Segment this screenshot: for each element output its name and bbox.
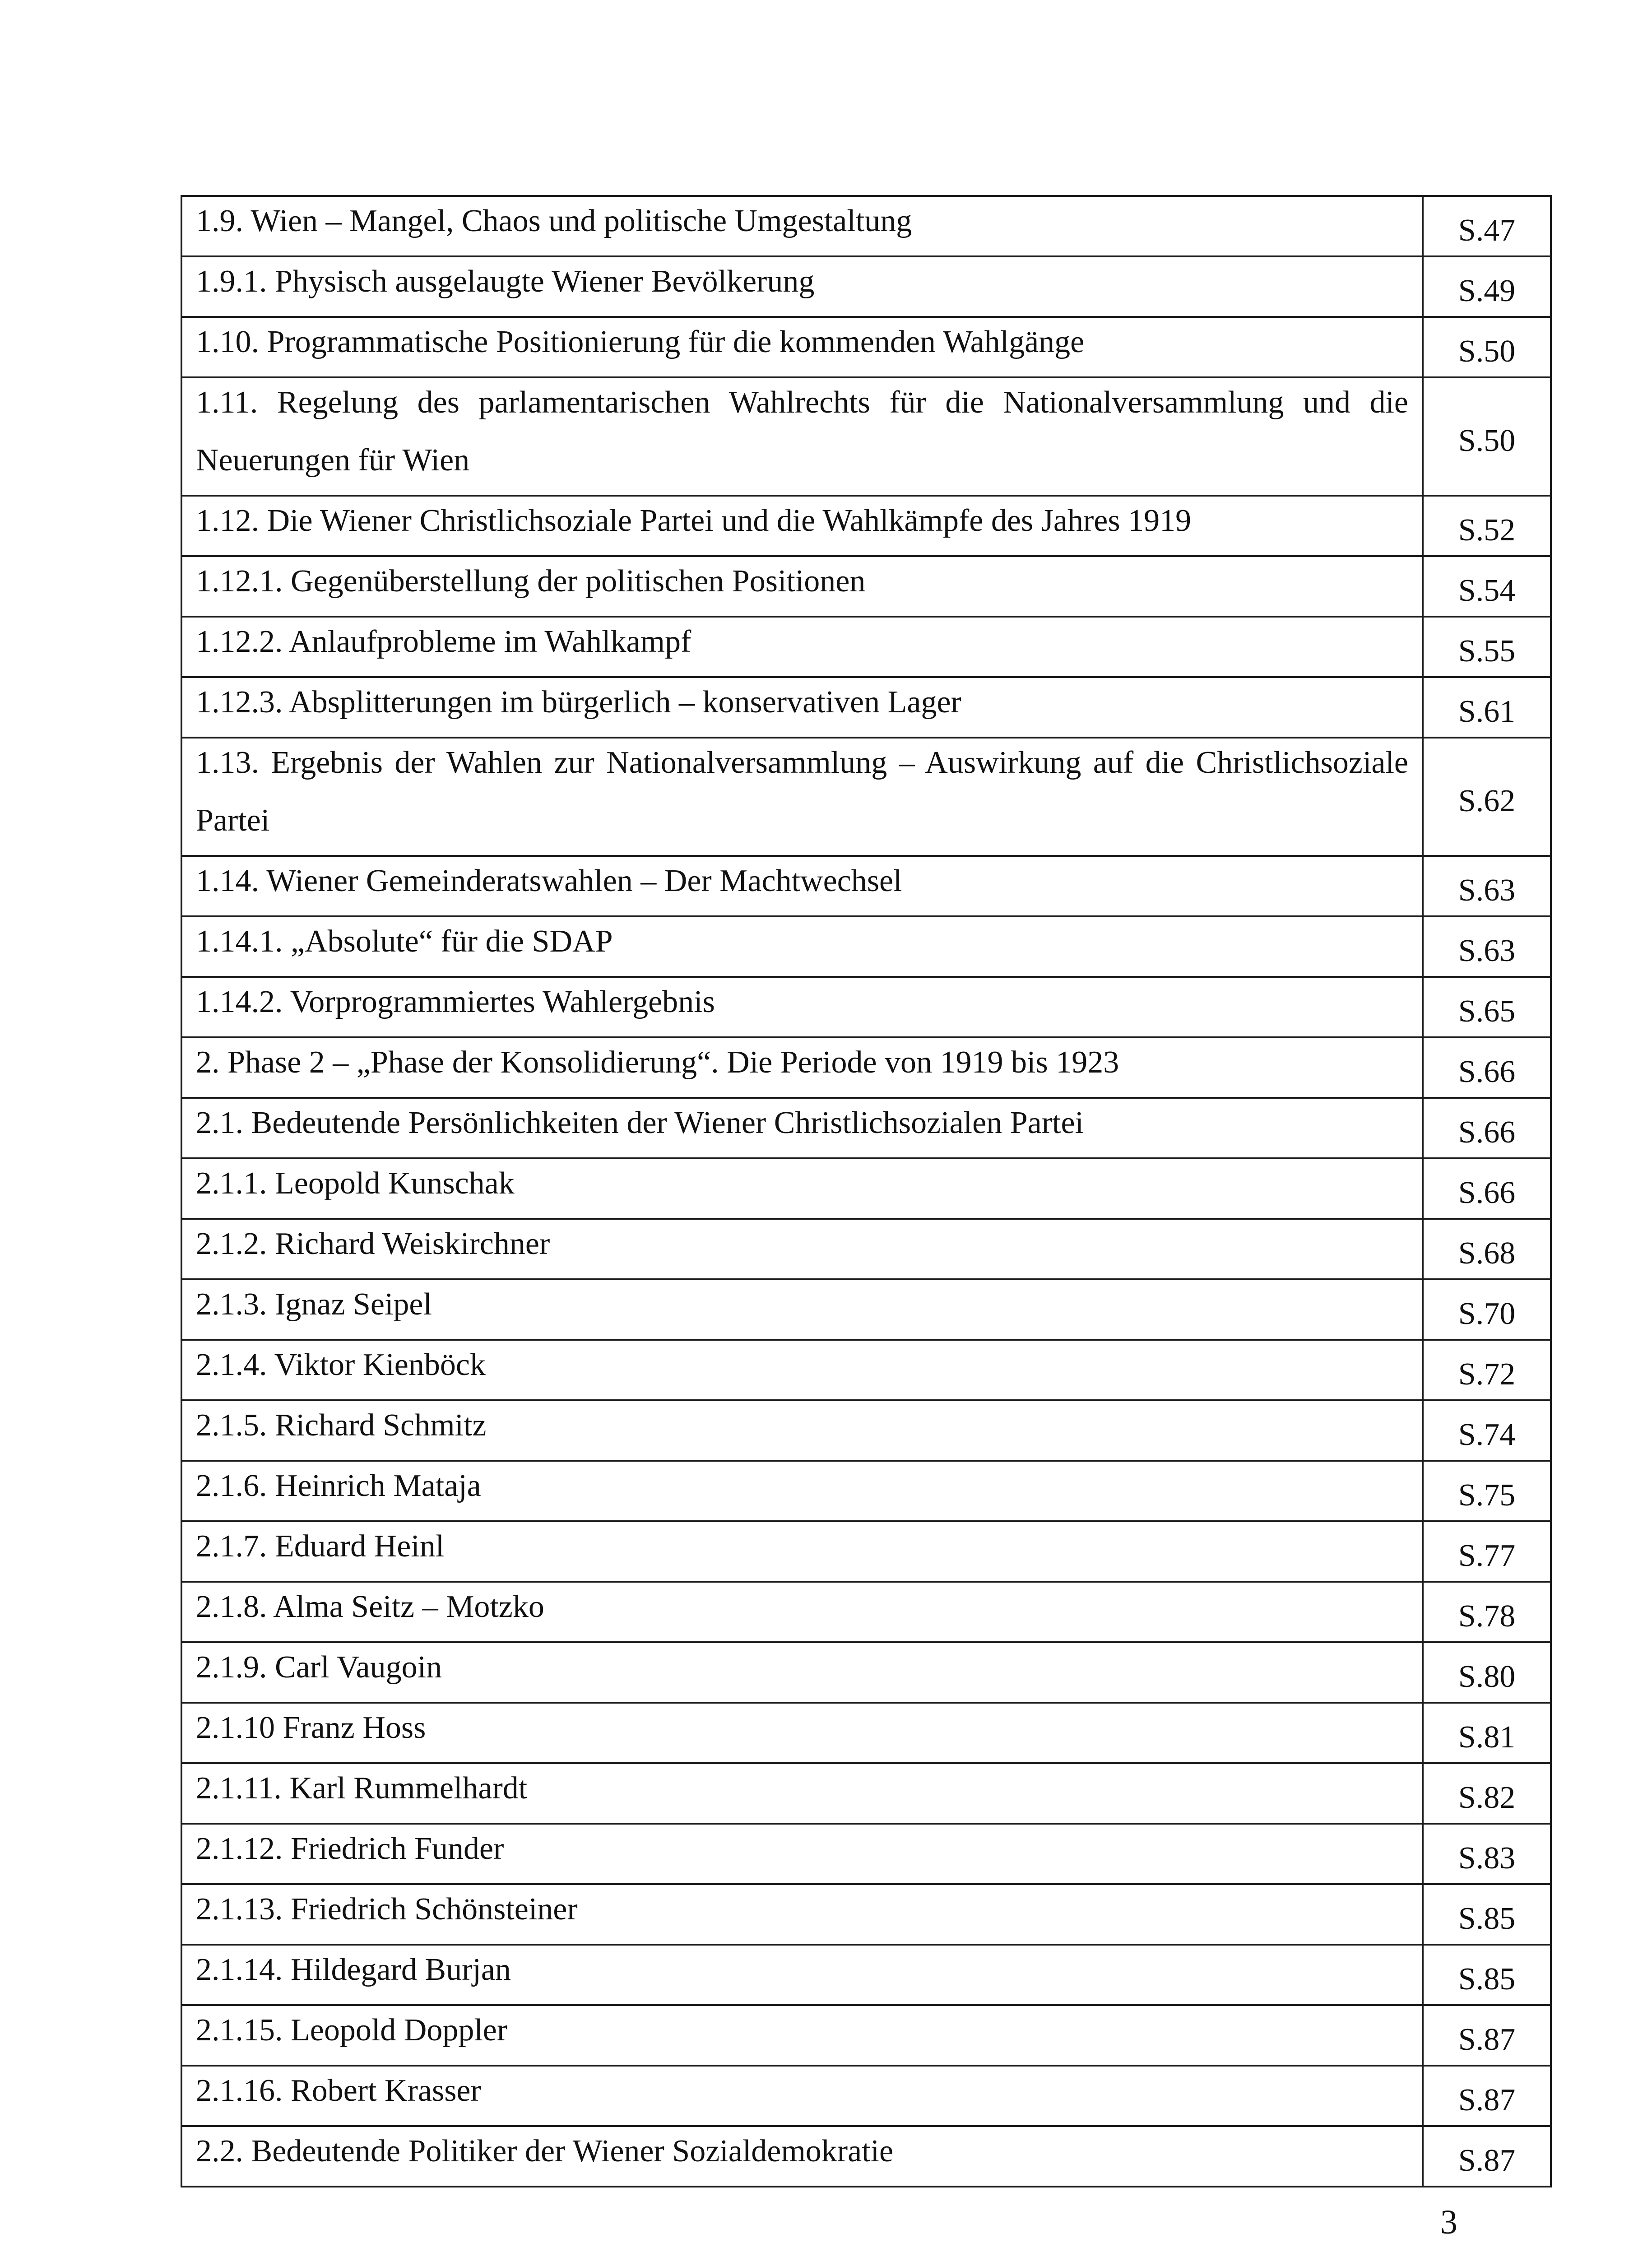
toc-entry-page-cell (1423, 496, 1551, 556)
toc-entry-title: 2.1.3. Ignaz Seipel (196, 1287, 432, 1322)
toc-entry-page-cell (1423, 556, 1551, 617)
toc-entry-page-cell (1423, 196, 1551, 256)
toc-entry-page: S.63 (1458, 933, 1516, 968)
toc-entry-title: 2.1.7. Eduard Heinl (196, 1529, 445, 1564)
toc-entry-page: S.83 (1458, 1841, 1516, 1876)
toc-row (181, 2126, 1551, 2187)
toc-row (181, 256, 1551, 317)
toc-entry-page-cell (1423, 1824, 1551, 1884)
toc-entry-page: S.47 (1458, 213, 1516, 248)
toc-entry-page-cell (1423, 317, 1551, 377)
toc-entry-page: S.75 (1458, 1478, 1516, 1513)
toc-entry-page: S.61 (1458, 694, 1516, 729)
toc-entry-title: 2.1.1. Leopold Kunschak (196, 1166, 515, 1201)
toc-row (181, 1763, 1551, 1824)
toc-entry-page: S.55 (1458, 634, 1516, 669)
toc-row (181, 1521, 1551, 1582)
toc-entry-page: S.52 (1458, 513, 1516, 548)
toc-entry-title: 2.1.2. Richard Weiskirchner (196, 1226, 550, 1261)
toc-entry-title-cell (181, 1340, 1423, 1400)
toc-entry-page: S.74 (1458, 1417, 1516, 1452)
toc-row (181, 738, 1551, 856)
toc-entry-title: 2.1.16. Robert Krasser (196, 2073, 481, 2108)
toc-entry-page: S.87 (1458, 2143, 1516, 2178)
table-of-contents (181, 195, 1552, 2187)
toc-entry-title-cell (181, 1158, 1423, 1219)
toc-entry-title-cell (181, 377, 1423, 496)
toc-entry-title-cell (181, 556, 1423, 617)
toc-entry-page-cell (1423, 2066, 1551, 2126)
toc-entry-page-cell (1423, 1763, 1551, 1824)
toc-entry-title: 1.12.2. Anlaufprobleme im Wahlkampf (196, 624, 691, 659)
toc-entry-page-cell (1423, 1400, 1551, 1461)
toc-entry-title: 1.11. Regelung des parlamentarischen Wahlrechts für die Nationalversammlung und die Neuerungen für Wien (196, 385, 1408, 478)
toc-entry-page-cell (1423, 1945, 1551, 2005)
toc-row (181, 1158, 1551, 1219)
toc-entry-title: 1.14.1. „Absolute“ für die SDAP (196, 924, 613, 959)
toc-entry-title-cell (181, 617, 1423, 677)
toc-body (181, 196, 1551, 2187)
toc-entry-title: 2.1.8. Alma Seitz – Motzko (196, 1589, 544, 1624)
toc-row (181, 1037, 1551, 1098)
toc-entry-title-cell (181, 1400, 1423, 1461)
toc-entry-page-cell (1423, 677, 1551, 738)
toc-entry-page-cell (1423, 1037, 1551, 1098)
toc-entry-title-cell (181, 1763, 1423, 1824)
toc-entry-title: 1.13. Ergebnis der Wahlen zur Nationalversammlung – Auswirkung auf die Christlichsoziale Partei (196, 745, 1408, 838)
toc-entry-page-cell (1423, 1642, 1551, 1703)
toc-row (181, 1461, 1551, 1521)
toc-entry-page-cell (1423, 2005, 1551, 2066)
toc-entry-title-cell (181, 856, 1423, 916)
toc-entry-page: S.78 (1458, 1599, 1516, 1634)
toc-entry-title: 2.1.13. Friedrich Schönsteiner (196, 1892, 578, 1927)
toc-entry-title-cell (181, 977, 1423, 1037)
toc-entry-title: 2.1.14. Hildegard Burjan (196, 1952, 511, 1987)
toc-entry-page: S.63 (1458, 873, 1516, 908)
toc-entry-page-cell (1423, 1158, 1551, 1219)
toc-entry-title-cell (181, 317, 1423, 377)
toc-entry-page-cell (1423, 738, 1551, 856)
toc-entry-title: 1.12.1. Gegenüberstellung der politischen Positionen (196, 564, 866, 599)
toc-row (181, 377, 1551, 496)
toc-row (181, 1219, 1551, 1279)
toc-entry-title-cell (181, 1884, 1423, 1945)
toc-row (181, 916, 1551, 977)
toc-row (181, 1642, 1551, 1703)
toc-row (181, 1279, 1551, 1340)
toc-row (181, 1582, 1551, 1642)
toc-row (181, 2066, 1551, 2126)
toc-row (181, 1400, 1551, 1461)
toc-row (181, 1945, 1551, 2005)
toc-entry-title-cell (181, 196, 1423, 256)
toc-entry-page: S.54 (1458, 573, 1516, 608)
toc-row (181, 1703, 1551, 1763)
toc-entry-title-cell (181, 738, 1423, 856)
toc-entry-title-cell (181, 1098, 1423, 1158)
toc-entry-page-cell (1423, 1219, 1551, 1279)
toc-entry-page-cell (1423, 2126, 1551, 2187)
toc-entry-page: S.81 (1458, 1720, 1516, 1755)
toc-entry-title-cell (181, 1824, 1423, 1884)
toc-entry-page: S.80 (1458, 1659, 1516, 1694)
toc-entry-page-cell (1423, 1884, 1551, 1945)
toc-entry-page-cell (1423, 977, 1551, 1037)
toc-entry-page: S.49 (1458, 274, 1516, 308)
toc-row (181, 677, 1551, 738)
toc-entry-page: S.85 (1458, 1962, 1516, 1997)
toc-row (181, 856, 1551, 916)
toc-entry-page: S.66 (1458, 1175, 1516, 1210)
toc-entry-page: S.62 (1458, 784, 1516, 818)
toc-entry-page-cell (1423, 1521, 1551, 1582)
toc-entry-page: S.87 (1458, 2083, 1516, 2118)
toc-entry-page: S.50 (1458, 334, 1516, 369)
toc-entry-title-cell (181, 2005, 1423, 2066)
toc-row (181, 1824, 1551, 1884)
toc-entry-title: 2.1.15. Leopold Doppler (196, 2013, 508, 2048)
toc-entry-title: 1.12. Die Wiener Christlichsoziale Partei und die Wahlkämpfe des Jahres 1919 (196, 503, 1192, 538)
toc-entry-title: 1.12.3. Absplitterungen im bürgerlich – konservativen Lager (196, 685, 961, 720)
toc-entry-title: 1.14.2. Vorprogrammiertes Wahlergebnis (196, 985, 715, 1019)
toc-entry-title-cell (181, 2126, 1423, 2187)
toc-entry-page: S.66 (1458, 1054, 1516, 1089)
toc-entry-title-cell (181, 1521, 1423, 1582)
toc-entry-title: 1.9. Wien – Mangel, Chaos und politische Umgestaltung (196, 204, 912, 238)
toc-entry-title: 2. Phase 2 – „Phase der Konsolidierung“. Die Periode von 1919 bis 1923 (196, 1045, 1119, 1080)
toc-row (181, 617, 1551, 677)
toc-entry-page: S.82 (1458, 1780, 1516, 1815)
toc-entry-page-cell (1423, 1279, 1551, 1340)
toc-row (181, 1340, 1551, 1400)
toc-entry-page: S.65 (1458, 994, 1516, 1029)
toc-entry-title-cell (181, 496, 1423, 556)
toc-entry-title-cell (181, 1945, 1423, 2005)
toc-entry-title-cell (181, 2066, 1423, 2126)
toc-entry-page-cell (1423, 617, 1551, 677)
toc-row (181, 1098, 1551, 1158)
toc-entry-page-cell (1423, 1340, 1551, 1400)
toc-entry-title: 1.14. Wiener Gemeinderatswahlen – Der Machtwechsel (196, 864, 902, 898)
toc-row (181, 317, 1551, 377)
toc-entry-page-cell (1423, 377, 1551, 496)
toc-entry-title: 2.1.5. Richard Schmitz (196, 1408, 487, 1443)
toc-entry-page: S.85 (1458, 1901, 1516, 1936)
toc-row (181, 196, 1551, 256)
toc-entry-title-cell (181, 1279, 1423, 1340)
toc-entry-title: 2.1.12. Friedrich Funder (196, 1831, 504, 1866)
toc-entry-title: 2.1.6. Heinrich Mataja (196, 1468, 481, 1503)
toc-entry-page-cell (1423, 1098, 1551, 1158)
toc-row (181, 2005, 1551, 2066)
toc-entry-title: 2.1.10 Franz Hoss (196, 1710, 426, 1745)
toc-entry-title: 1.9.1. Physisch ausgelaugte Wiener Bevölkerung (196, 264, 815, 299)
toc-entry-title-cell (181, 677, 1423, 738)
toc-entry-page: S.50 (1458, 423, 1516, 458)
toc-entry-title: 2.1.11. Karl Rummelhardt (196, 1771, 528, 1806)
toc-entry-page-cell (1423, 256, 1551, 317)
toc-entry-title: 2.1.9. Carl Vaugoin (196, 1650, 442, 1685)
toc-entry-page: S.87 (1458, 2022, 1516, 2057)
toc-entry-title: 2.1. Bedeutende Persönlichkeiten der Wiener Christlichsozialen Partei (196, 1105, 1084, 1140)
toc-entry-page: S.66 (1458, 1115, 1516, 1150)
toc-entry-page-cell (1423, 856, 1551, 916)
toc-entry-title-cell (181, 1461, 1423, 1521)
toc-entry-page: S.77 (1458, 1538, 1516, 1573)
toc-entry-title-cell (181, 1642, 1423, 1703)
toc-entry-page: S.70 (1458, 1296, 1516, 1331)
toc-entry-page-cell (1423, 1703, 1551, 1763)
toc-entry-title-cell (181, 1037, 1423, 1098)
toc-entry-title-cell (181, 1582, 1423, 1642)
toc-entry-page: S.72 (1458, 1357, 1516, 1392)
toc-entry-title-cell (181, 1219, 1423, 1279)
toc-entry-title: 2.1.4. Viktor Kienböck (196, 1347, 486, 1382)
toc-entry-title-cell (181, 916, 1423, 977)
page-number: 3 (1440, 2203, 1457, 2241)
toc-entry-page-cell (1423, 916, 1551, 977)
toc-entry-title-cell (181, 1703, 1423, 1763)
toc-row (181, 977, 1551, 1037)
toc-entry-title-cell (181, 256, 1423, 317)
toc-entry-title: 1.10. Programmatische Positionierung für die kommenden Wahlgänge (196, 325, 1085, 359)
toc-entry-page-cell (1423, 1582, 1551, 1642)
toc-row (181, 1884, 1551, 1945)
toc-row (181, 496, 1551, 556)
toc-entry-page: S.68 (1458, 1236, 1516, 1271)
toc-row (181, 556, 1551, 617)
toc-entry-page-cell (1423, 1461, 1551, 1521)
toc-entry-title: 2.2. Bedeutende Politiker der Wiener Sozialdemokratie (196, 2134, 894, 2169)
